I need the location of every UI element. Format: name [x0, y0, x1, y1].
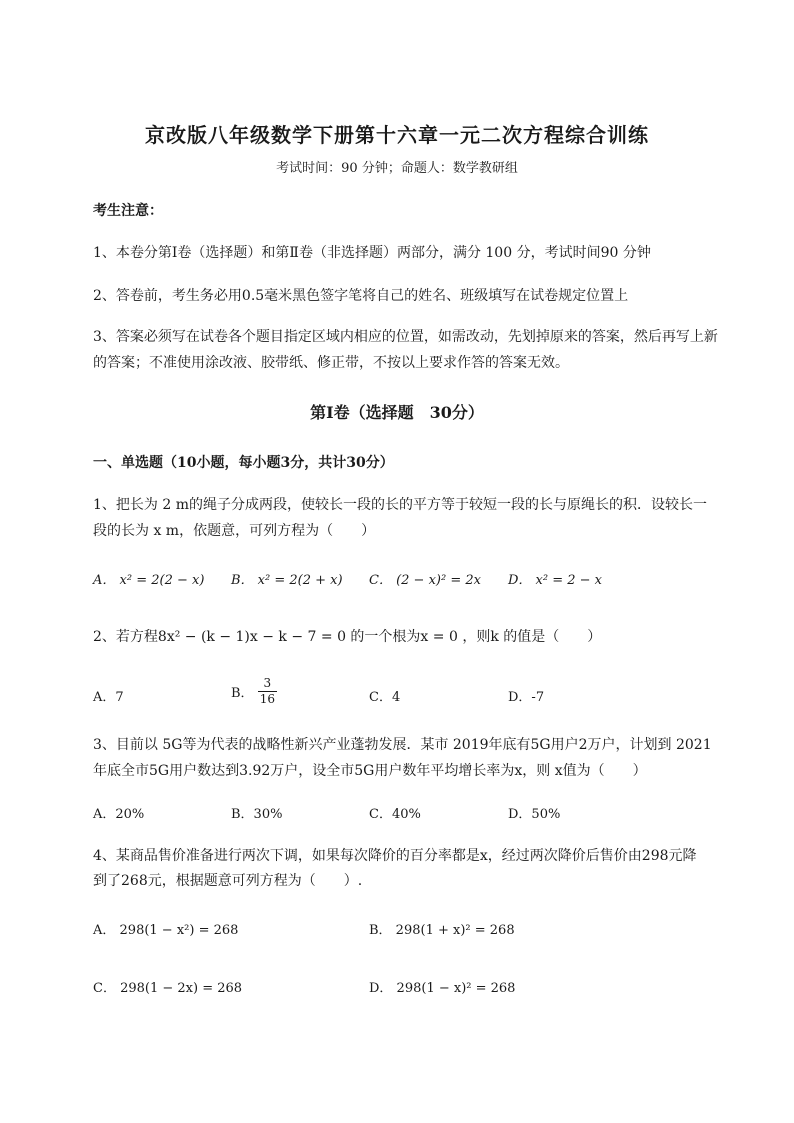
question-4-text: 4、某商品售价准备进行两次下调，如果每次降价的百分率都是x，经过两次降价后售价由298元降: [93, 848, 697, 864]
notice-heading: 考生注意：: [93, 203, 163, 219]
page-title: 京改版八年级数学下册第十六章一元二次方程综合训练: [145, 123, 649, 147]
question-2-text: 2、若方程8x² − (k − 1)x − k − 7 = 0 的一个根为x = 0 ，则k 的值是（ ）: [93, 629, 602, 645]
q3-option-d[interactable]: D．50%: [508, 807, 561, 822]
q1-option-a[interactable]: A． x² = 2(2 − x): [93, 573, 205, 588]
question-4-text-cont: 到了268元，根据题意可列方程为（ ）.: [93, 873, 363, 889]
q3-option-b[interactable]: B．30%: [231, 807, 283, 822]
exam-info: 考试时间：90 分钟；命题人：数学教研组: [276, 161, 518, 176]
fraction-numerator: 3: [258, 676, 277, 692]
q2-option-a[interactable]: A．7: [93, 690, 124, 705]
q1-option-d[interactable]: D． x² = 2 − x: [508, 573, 603, 588]
q2-option-b[interactable]: [231, 676, 277, 707]
q1-option-b[interactable]: B． x² = 2(2 + x): [231, 573, 343, 588]
section-title: 第Ⅰ卷（选择题 30分）: [310, 403, 484, 422]
question-3-text: 3、目前以 5G等为代表的战略性新兴产业蓬勃发展．某市 2019年底有5G用户2万户，计划到 2021: [93, 737, 712, 753]
fraction-denominator: 16: [259, 692, 275, 706]
q2-option-d[interactable]: D．-7: [508, 690, 545, 705]
question-1-text-cont: 段的长为 x m，依题意，可列方程为（ ）: [93, 523, 376, 539]
q3-option-c[interactable]: C．40%: [369, 807, 421, 822]
q2-option-b-label: B．: [231, 686, 254, 701]
q4-option-c[interactable]: C． 298(1 − 2x) = 268: [93, 981, 243, 996]
notice-item-1: 1、本卷分第Ⅰ卷（选择题）和第Ⅱ卷（非选择题）两部分，满分 100 分，考试时间90 分钟: [93, 245, 651, 261]
notice-item-2: 2、答卷前，考生务必用0.5毫米黑色签字笔将自己的姓名、班级填写在试卷规定位置上: [93, 288, 629, 304]
q1-option-c[interactable]: C． (2 − x)² = 2x: [369, 573, 481, 588]
question-1-text: 1、把长为 2 m的绳子分成两段，使较长一段的长的平方等于较短一段的长与原绳长的积．设较长一: [93, 497, 707, 513]
question-3-text-cont: 年底全市5G用户数达到3.92万户，设全市5G用户数年平均增长率为x，则 x值为（ ）: [93, 763, 647, 779]
q4-option-b[interactable]: B． 298(1 + x)² = 268: [369, 923, 515, 938]
notice-item-3-cont: 的答案；不准使用涂改液、胶带纸、修正带，不按以上要求作答的答案无效。: [93, 355, 569, 371]
q2-option-c[interactable]: C．4: [369, 690, 401, 705]
fraction-3-16: [258, 676, 277, 707]
q4-option-d[interactable]: D． 298(1 − x)² = 268: [369, 981, 516, 996]
part-title: 一、单选题（10小题，每小题3分，共计30分）: [93, 455, 394, 471]
q4-option-a[interactable]: A． 298(1 − x²) = 268: [93, 923, 239, 938]
q3-option-a[interactable]: A．20%: [93, 807, 145, 822]
notice-item-3: 3、答案必须写在试卷各个题目指定区域内相应的位置，如需改动，先划掉原来的答案，然后再写上新: [93, 329, 718, 345]
